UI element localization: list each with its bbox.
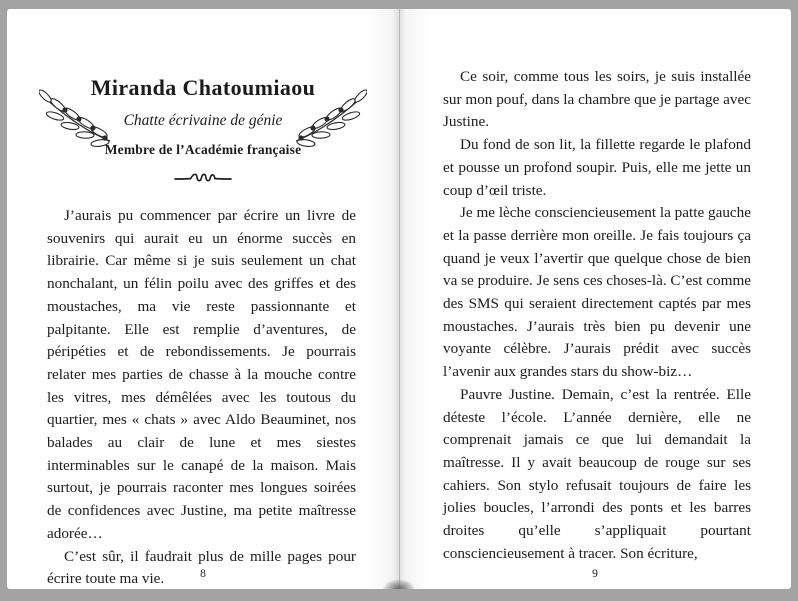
page-left: [7, 9, 399, 589]
chapter-affiliation: Membre de l’Académie française: [104, 142, 302, 157]
chapter-header: [7, 75, 399, 158]
paragraph: Je me lèche consciencieusement la patte gauche et la passe derrière mon oreille. Je fais toujours ça quand je veux l’avertir que quelque chose de bien va se produire. Je sens ces choses-là. C’est comme des SMS qui seraient directement captés par mes moustaches. J’aurais très bien pu devenir une voyante célèbre. J’aurais prédit avec succès l’avenir aux grandes stars du show-biz…: [443, 204, 751, 381]
page-number-right: 9: [592, 568, 598, 580]
paragraph: J’aurais pu commencer par écrire un livre de souvenirs qui aurait eu un énorme succès en librairie. Car même si je suis seulement un chat nonchalant, un félin poilu avec des griffes et des moustaches, ma vie reste passionnante et palpitante. Elle est remplie d’aventures, de péripéties et de rebondissements. Je pourrais relater mes parties de chasse à la mouche contre les vitres, mes démêlées avec les toutous du quartier, mes « chats » avec Aldo Beauminet, nos balades au clair de lune et mes siestes interminables sur le canapé de la maison. Mais surtout, je pourrais raconter mes longues soirées de confidences avec Justine, ma petite maîtresse adorée…: [47, 207, 356, 542]
paragraph: Du fond de son lit, la fillette regarde le plafond et pousse un profond soupir. Puis, elle me jette un coup d’œil triste.: [443, 136, 751, 199]
chapter-subtitle: Chatte écrivaine de génie: [123, 112, 283, 129]
book-spread: [7, 9, 791, 589]
paragraph: Pauvre Justine. Demain, c’est la rentrée. Elle déteste l’école. L’année dernière, elle ne comprenait jamais ce que lui demandait la maîtresse. Il y avait beaucoup de rouge sur ses cahiers. Son stylo refusait toujours de faire les jolies boucles, l’arrondi des ponts et les barres droites qu’elle s’appliquait pourtant consciencieusement à tracer. Son écriture,: [443, 385, 751, 562]
left-page-body: [47, 205, 356, 591]
page-number-left: 8: [200, 568, 206, 580]
rope-knot-divider-icon: [174, 170, 232, 188]
paragraph: Ce soir, comme tous les soirs, je suis installée sur mon pouf, dans la chambre que je partage avec Justine.: [443, 68, 751, 131]
page-right: [399, 9, 791, 589]
chapter-title: Miranda Chatoumiaou: [90, 75, 316, 100]
right-page-body: [443, 66, 751, 565]
paragraph: C’est sûr, il faudrait plus de mille pages pour écrire toute ma vie.: [47, 547, 356, 588]
